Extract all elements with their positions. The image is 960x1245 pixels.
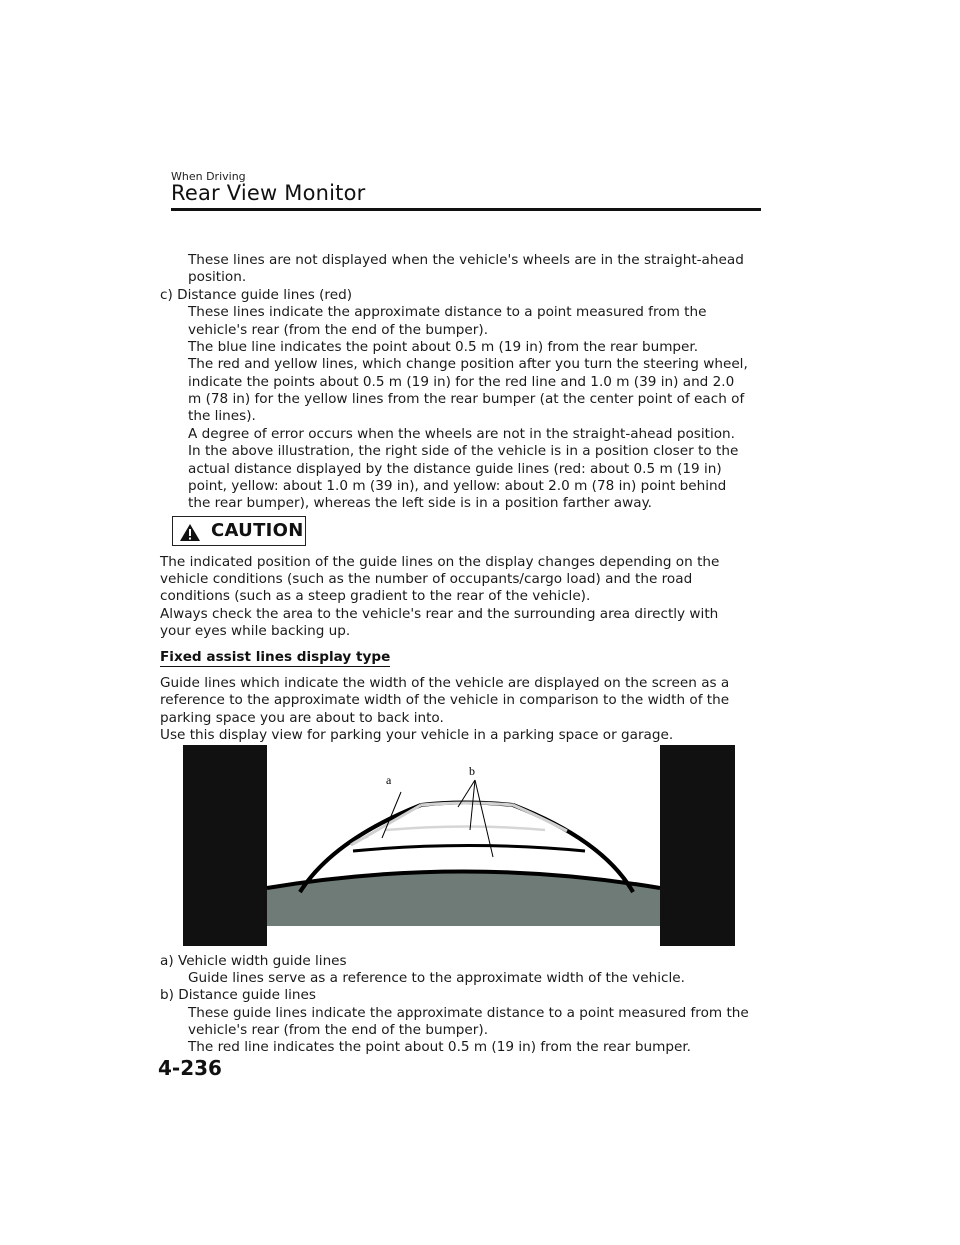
body-text: The red and yellow lines, which change position after you turn the steering wheel, — [188, 356, 748, 372]
section-label: When Driving — [171, 170, 246, 183]
legend-item-desc: Guide lines serve as a reference to the approximate width of the vehicle. — [188, 970, 685, 986]
body-text: vehicle's rear (from the end of the bumper). — [188, 322, 489, 338]
body-text: indicate the points about 0.5 m (19 in) for the red line and 1.0 m (39 in) and 2.0 — [188, 374, 735, 390]
caution-text: conditions (such as a steep gradient to the rear of the vehicle). — [160, 588, 591, 604]
figure-label-a: a — [386, 773, 392, 787]
warning-triangle-icon — [179, 523, 201, 542]
body-text: position. — [188, 269, 247, 285]
section-heading: Fixed assist lines display type — [160, 649, 391, 665]
body-text: These lines are not displayed when the vehicle's wheels are in the straight-ahead — [188, 252, 744, 268]
caution-text: The indicated position of the guide lines on the display changes depending on the — [160, 554, 720, 570]
page-number: 4-236 — [158, 1056, 222, 1080]
body-text: parking space you are about to back into. — [160, 710, 444, 726]
body-text: In the above illustration, the right side of the vehicle is in a position closer to the — [188, 443, 739, 459]
body-text: Guide lines which indicate the width of the vehicle are displayed on the screen as a — [160, 675, 730, 691]
body-text: the lines). — [188, 408, 256, 424]
caution-text: your eyes while backing up. — [160, 623, 351, 639]
body-text: A degree of error occurs when the wheels are not in the straight-ahead position. — [188, 426, 735, 442]
body-text: actual distance displayed by the distance guide lines (red: about 0.5 m (19 in) — [188, 461, 722, 477]
caution-text: vehicle conditions (such as the number of occupants/cargo load) and the road — [160, 571, 693, 587]
rear-view-guide-lines-illustration — [183, 745, 735, 946]
page-title: Rear View Monitor — [171, 181, 366, 205]
legend-item-label: a) Vehicle width guide lines — [160, 953, 347, 969]
caution-box — [172, 516, 306, 546]
title-rule — [171, 208, 761, 211]
figure-label-b: b — [469, 764, 475, 778]
body-text: Use this display view for parking your vehicle in a parking space or garage. — [160, 727, 674, 743]
body-text: point, yellow: about 1.0 m (39 in), and yellow: about 2.0 m (78 in) point behind — [188, 478, 727, 494]
body-text: The blue line indicates the point about 0.5 m (19 in) from the rear bumper. — [188, 339, 699, 355]
body-text: These lines indicate the approximate distance to a point measured from the — [188, 304, 707, 320]
body-text: the rear bumper), whereas the left side is in a position farther away. — [188, 495, 652, 511]
body-text: reference to the approximate width of the vehicle in comparison to the width of the — [160, 692, 730, 708]
legend-item-desc: The red line indicates the point about 0.5 m (19 in) from the rear bumper. — [188, 1039, 691, 1055]
list-item-label: c) Distance guide lines (red) — [160, 287, 353, 303]
caution-text: Always check the area to the vehicle's rear and the surrounding area directly with — [160, 606, 719, 622]
legend-item-desc: These guide lines indicate the approximate distance to a point measured from the — [188, 1005, 749, 1021]
legend-item-desc: vehicle's rear (from the end of the bumper). — [188, 1022, 489, 1038]
legend-item-label: b) Distance guide lines — [160, 987, 316, 1003]
body-text: m (78 in) for the yellow lines from the rear bumper (at the center point of each of — [188, 391, 745, 407]
caution-label: CAUTION — [211, 520, 304, 541]
